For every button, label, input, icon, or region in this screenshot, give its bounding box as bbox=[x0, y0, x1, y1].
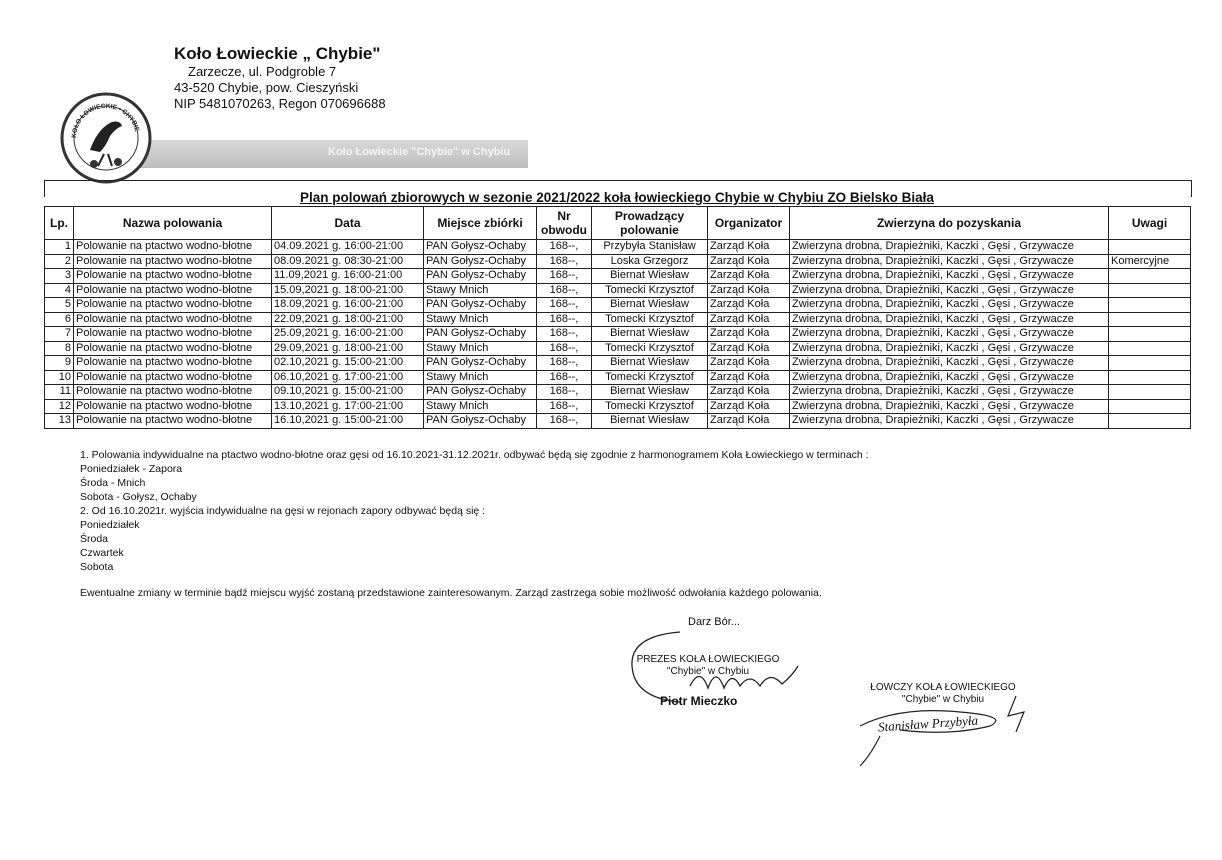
president-signature-icon bbox=[620, 626, 820, 716]
row-lp: 5 bbox=[45, 298, 74, 313]
svg-text:KOŁO ŁOWIECKIE • CHYBIE: KOŁO ŁOWIECKIE • CHYBIE bbox=[70, 102, 141, 139]
row-game: Zwierzyna drobna, Drapieżniki, Kaczki , Gęsi , Grzywacze bbox=[790, 254, 1109, 269]
table-row bbox=[45, 414, 1191, 429]
row-place: PAN Gołysz-Ochaby bbox=[424, 356, 537, 371]
row-lp: 11 bbox=[45, 385, 74, 400]
table-row bbox=[45, 370, 1191, 385]
note-1-day: Poniedziałek - Zapora bbox=[80, 463, 183, 475]
col-header-date: Data bbox=[272, 207, 424, 240]
address-street: Zarzecze, ul. Podgroble 7 bbox=[188, 64, 337, 79]
row-lp: 3 bbox=[45, 269, 74, 284]
row-place: PAN Gołysz-Ochaby bbox=[424, 254, 537, 269]
row-lp: 13 bbox=[45, 414, 74, 429]
row-organizer: Zarząd Koła bbox=[708, 254, 790, 269]
president-name: Piotr Mieczko bbox=[660, 694, 738, 708]
row-organizer: Zarząd Koła bbox=[708, 312, 790, 327]
table-row bbox=[45, 254, 1191, 269]
row-name: Polowanie na ptactwo wodno-błotne bbox=[74, 385, 272, 400]
row-place: PAN Gołysz-Ochaby bbox=[424, 240, 537, 255]
row-name: Polowanie na ptactwo wodno-błotne bbox=[74, 298, 272, 313]
row-remarks bbox=[1109, 269, 1191, 284]
row-lp: 6 bbox=[45, 312, 74, 327]
row-name: Polowanie na ptactwo wodno-błotne bbox=[74, 414, 272, 429]
note-2-day: Sobota bbox=[80, 561, 114, 573]
row-organizer: Zarząd Koła bbox=[708, 370, 790, 385]
col-header-district: Nr obwodu bbox=[537, 207, 592, 240]
row-remarks bbox=[1109, 341, 1191, 356]
row-name: Polowanie na ptactwo wodno-błotne bbox=[74, 370, 272, 385]
row-place: Stawy Mnich bbox=[424, 283, 537, 298]
hunter-signature-icon bbox=[840, 686, 1040, 772]
row-leader: Przybyła Stanisław bbox=[592, 240, 708, 255]
col-header-game: Zwierzyna do pozyskania bbox=[790, 207, 1109, 240]
row-remarks bbox=[1109, 298, 1191, 313]
row-place: PAN Gołysz-Ochaby bbox=[424, 414, 537, 429]
row-lp: 10 bbox=[45, 370, 74, 385]
row-game: Zwierzyna drobna, Drapieżniki, Kaczki , Gęsi , Grzywacze bbox=[790, 298, 1109, 313]
row-leader: Tomecki Krzysztof bbox=[592, 312, 708, 327]
row-organizer: Zarząd Koła bbox=[708, 385, 790, 400]
row-place: PAN Gołysz-Ochaby bbox=[424, 385, 537, 400]
table-row bbox=[45, 312, 1191, 327]
col-header-leader: Prowadzący polowanie bbox=[592, 207, 708, 240]
row-organizer: Zarząd Koła bbox=[708, 283, 790, 298]
row-district: 168--, bbox=[537, 240, 592, 255]
hunter-stamp-line2: "Chybie" w Chybiu bbox=[901, 694, 985, 705]
row-remarks bbox=[1109, 399, 1191, 414]
row-leader: Tomecki Krzysztof bbox=[592, 370, 708, 385]
row-leader: Biernat Wiesław bbox=[592, 414, 708, 429]
note-2-day: Poniedziałek bbox=[80, 519, 140, 531]
row-district: 168--, bbox=[537, 312, 592, 327]
row-name: Polowanie na ptactwo wodno-błotne bbox=[74, 341, 272, 356]
col-header-name: Nazwa polowania bbox=[74, 207, 272, 240]
col-header-lp: Lp. bbox=[45, 207, 74, 240]
row-date: 13.10,2021 g. 17:00-21:00 bbox=[272, 399, 424, 414]
row-game: Zwierzyna drobna, Drapieżniki, Kaczki , Gęsi , Grzywacze bbox=[790, 414, 1109, 429]
hunt-schedule-table bbox=[44, 206, 1191, 429]
row-game: Zwierzyna drobna, Drapieżniki, Kaczki , Gęsi , Grzywacze bbox=[790, 341, 1109, 356]
greeting: Darz Bór... bbox=[688, 616, 740, 628]
note-2-day: Środa bbox=[80, 533, 109, 545]
club-logo-icon bbox=[60, 92, 152, 184]
row-remarks bbox=[1109, 414, 1191, 429]
row-date: 22.09,2021 g. 18:00-21:00 bbox=[272, 312, 424, 327]
org-name: Koło Łowieckie „ Chybie" bbox=[174, 44, 381, 63]
row-name: Polowanie na ptactwo wodno-błotne bbox=[74, 240, 272, 255]
row-leader: Tomecki Krzysztof bbox=[592, 399, 708, 414]
table-row bbox=[45, 298, 1191, 313]
row-lp: 12 bbox=[45, 399, 74, 414]
row-organizer: Zarząd Koła bbox=[708, 356, 790, 371]
row-lp: 8 bbox=[45, 341, 74, 356]
row-place: Stawy Mnich bbox=[424, 312, 537, 327]
row-game: Zwierzyna drobna, Drapieżniki, Kaczki , Gęsi , Grzywacze bbox=[790, 240, 1109, 255]
row-game: Zwierzyna drobna, Drapieżniki, Kaczki , Gęsi , Grzywacze bbox=[790, 269, 1109, 284]
row-date: 16.10,2021 g. 15:00-21:00 bbox=[272, 414, 424, 429]
row-date: 18.09,2021 g. 16:00-21:00 bbox=[272, 298, 424, 313]
table-row bbox=[45, 356, 1191, 371]
row-name: Polowanie na ptactwo wodno-błotne bbox=[74, 327, 272, 342]
row-place: Stawy Mnich bbox=[424, 370, 537, 385]
row-leader: Biernat Wiesław bbox=[592, 385, 708, 400]
notes-section bbox=[80, 448, 869, 600]
note-2-day: Czwartek bbox=[80, 547, 124, 559]
row-organizer: Zarząd Koła bbox=[708, 341, 790, 356]
president-stamp-line1: PREZES KOŁA ŁOWIECKIEGO bbox=[636, 654, 780, 665]
disclaimer: Ewentualne zmiany w terminie bądź miejscu wyjść zostaną przedstawione zainteresowanym. Zarząd zastrzega sobie możliwość odwołania każdego polowania. bbox=[80, 587, 822, 599]
row-district: 168--, bbox=[537, 254, 592, 269]
row-organizer: Zarząd Koła bbox=[708, 269, 790, 284]
table-row bbox=[45, 385, 1191, 400]
row-district: 168--, bbox=[537, 385, 592, 400]
table-row bbox=[45, 327, 1191, 342]
row-date: 04.09.2021 g. 16:00-21:00 bbox=[272, 240, 424, 255]
row-game: Zwierzyna drobna, Drapieżniki, Kaczki , Gęsi , Grzywacze bbox=[790, 385, 1109, 400]
row-place: Stawy Mnich bbox=[424, 341, 537, 356]
table-row bbox=[45, 283, 1191, 298]
table-title: Plan polowań zbiorowych w sezonie 2021/2022 koła łowieckiego Chybie w Chybiu ZO Bielsko Biała bbox=[300, 190, 934, 205]
row-remarks bbox=[1109, 312, 1191, 327]
address-city: 43-520 Chybie, pow. Cieszyński bbox=[174, 80, 359, 95]
row-name: Polowanie na ptactwo wodno-błotne bbox=[74, 269, 272, 284]
row-name: Polowanie na ptactwo wodno-błotne bbox=[74, 356, 272, 371]
row-remarks bbox=[1109, 283, 1191, 298]
row-remarks bbox=[1109, 385, 1191, 400]
table-row bbox=[45, 341, 1191, 356]
col-header-remarks: Uwagi bbox=[1109, 207, 1191, 240]
row-date: 29.09,2021 g. 18:00-21:00 bbox=[272, 341, 424, 356]
row-lp: 9 bbox=[45, 356, 74, 371]
row-district: 168--, bbox=[537, 269, 592, 284]
row-lp: 2 bbox=[45, 254, 74, 269]
row-district: 168--, bbox=[537, 298, 592, 313]
row-game: Zwierzyna drobna, Drapieżniki, Kaczki , Gęsi , Grzywacze bbox=[790, 356, 1109, 371]
row-place: Stawy Mnich bbox=[424, 399, 537, 414]
president-stamp-line2: "Chybie" w Chybiu bbox=[666, 666, 750, 677]
note-1-day: Sobota - Gołysz, Ochaby bbox=[80, 491, 197, 503]
row-date: 25.09,2021 g. 16:00-21:00 bbox=[272, 327, 424, 342]
table-row bbox=[45, 240, 1191, 255]
row-organizer: Zarząd Koła bbox=[708, 327, 790, 342]
row-game: Zwierzyna drobna, Drapieżniki, Kaczki , Gęsi , Grzywacze bbox=[790, 399, 1109, 414]
table-header-row bbox=[45, 207, 1191, 240]
row-place: PAN Gołysz-Ochaby bbox=[424, 327, 537, 342]
row-leader: Biernat Wiesław bbox=[592, 327, 708, 342]
col-header-place: Miejsce zbiórki bbox=[424, 207, 537, 240]
row-game: Zwierzyna drobna, Drapieżniki, Kaczki , Gęsi , Grzywacze bbox=[790, 312, 1109, 327]
row-remarks: Komercyjne bbox=[1109, 254, 1191, 269]
row-leader: Biernat Wiesław bbox=[592, 269, 708, 284]
row-district: 168--, bbox=[537, 414, 592, 429]
note-2: 2. Od 16.10.2021r. wyjścia indywidualne na gęsi w rejonach zapory odbywać będą się : bbox=[80, 505, 486, 517]
row-organizer: Zarząd Koła bbox=[708, 240, 790, 255]
row-leader: Tomecki Krzysztof bbox=[592, 341, 708, 356]
row-remarks bbox=[1109, 327, 1191, 342]
row-district: 168--, bbox=[537, 399, 592, 414]
letterhead bbox=[174, 46, 386, 112]
row-name: Polowanie na ptactwo wodno-błotne bbox=[74, 254, 272, 269]
row-lp: 7 bbox=[45, 327, 74, 342]
row-leader: Biernat Wiesław bbox=[592, 356, 708, 371]
row-remarks bbox=[1109, 356, 1191, 371]
row-name: Polowanie na ptactwo wodno-błotne bbox=[74, 283, 272, 298]
col-header-organizer: Organizator bbox=[708, 207, 790, 240]
row-organizer: Zarząd Koła bbox=[708, 414, 790, 429]
row-date: 06.10,2021 g. 17:00-21:00 bbox=[272, 370, 424, 385]
row-district: 168--, bbox=[537, 327, 592, 342]
row-date: 15.09,2021 g. 18:00-21:00 bbox=[272, 283, 424, 298]
row-place: PAN Gołysz-Ochaby bbox=[424, 269, 537, 284]
row-game: Zwierzyna drobna, Drapieżniki, Kaczki , Gęsi , Grzywacze bbox=[790, 327, 1109, 342]
table-row bbox=[45, 269, 1191, 284]
row-place: PAN Gołysz-Ochaby bbox=[424, 298, 537, 313]
row-district: 168--, bbox=[537, 356, 592, 371]
row-date: 08.09.2021 g. 08:30-21:00 bbox=[272, 254, 424, 269]
row-lp: 4 bbox=[45, 283, 74, 298]
tax-ids: NIP 5481070263, Regon 070696688 bbox=[174, 96, 386, 111]
table-row bbox=[45, 399, 1191, 414]
row-date: 11.09,2021 g. 16:00-21:00 bbox=[272, 269, 424, 284]
row-leader: Tomecki Krzysztof bbox=[592, 283, 708, 298]
row-remarks bbox=[1109, 370, 1191, 385]
row-date: 09.10,2021 g. 15:00-21:00 bbox=[272, 385, 424, 400]
row-lp: 1 bbox=[45, 240, 74, 255]
row-leader: Biernat Wiesław bbox=[592, 298, 708, 313]
row-name: Polowanie na ptactwo wodno-błotne bbox=[74, 312, 272, 327]
row-name: Polowanie na ptactwo wodno-błotne bbox=[74, 399, 272, 414]
hunter-stamp-line1: ŁOWCZY KOŁA ŁOWIECKIEGO bbox=[870, 682, 1016, 693]
row-game: Zwierzyna drobna, Drapieżniki, Kaczki , Gęsi , Grzywacze bbox=[790, 283, 1109, 298]
stamp-strip-text: Koło Łowieckie "Chybie" w Chybiu bbox=[328, 146, 511, 158]
row-game: Zwierzyna drobna, Drapieżniki, Kaczki , Gęsi , Grzywacze bbox=[790, 370, 1109, 385]
note-1-day: Środa - Mnich bbox=[80, 477, 146, 489]
row-district: 168--, bbox=[537, 341, 592, 356]
note-1: 1. Polowania indywidualne na ptactwo wodno-błotne oraz gęsi od 16.10.2021-31.12.2021r. odbywać będą się zgodnie z harmonogramem Koła Łowieckiego w terminach : bbox=[80, 449, 869, 461]
hunter-name: Stanisław Przybyła bbox=[877, 712, 979, 735]
row-district: 168--, bbox=[537, 283, 592, 298]
row-remarks bbox=[1109, 240, 1191, 255]
row-district: 168--, bbox=[537, 370, 592, 385]
row-organizer: Zarząd Koła bbox=[708, 399, 790, 414]
row-date: 02.10,2021 g. 15:00-21:00 bbox=[272, 356, 424, 371]
row-organizer: Zarząd Koła bbox=[708, 298, 790, 313]
row-leader: Loska Grzegorz bbox=[592, 254, 708, 269]
